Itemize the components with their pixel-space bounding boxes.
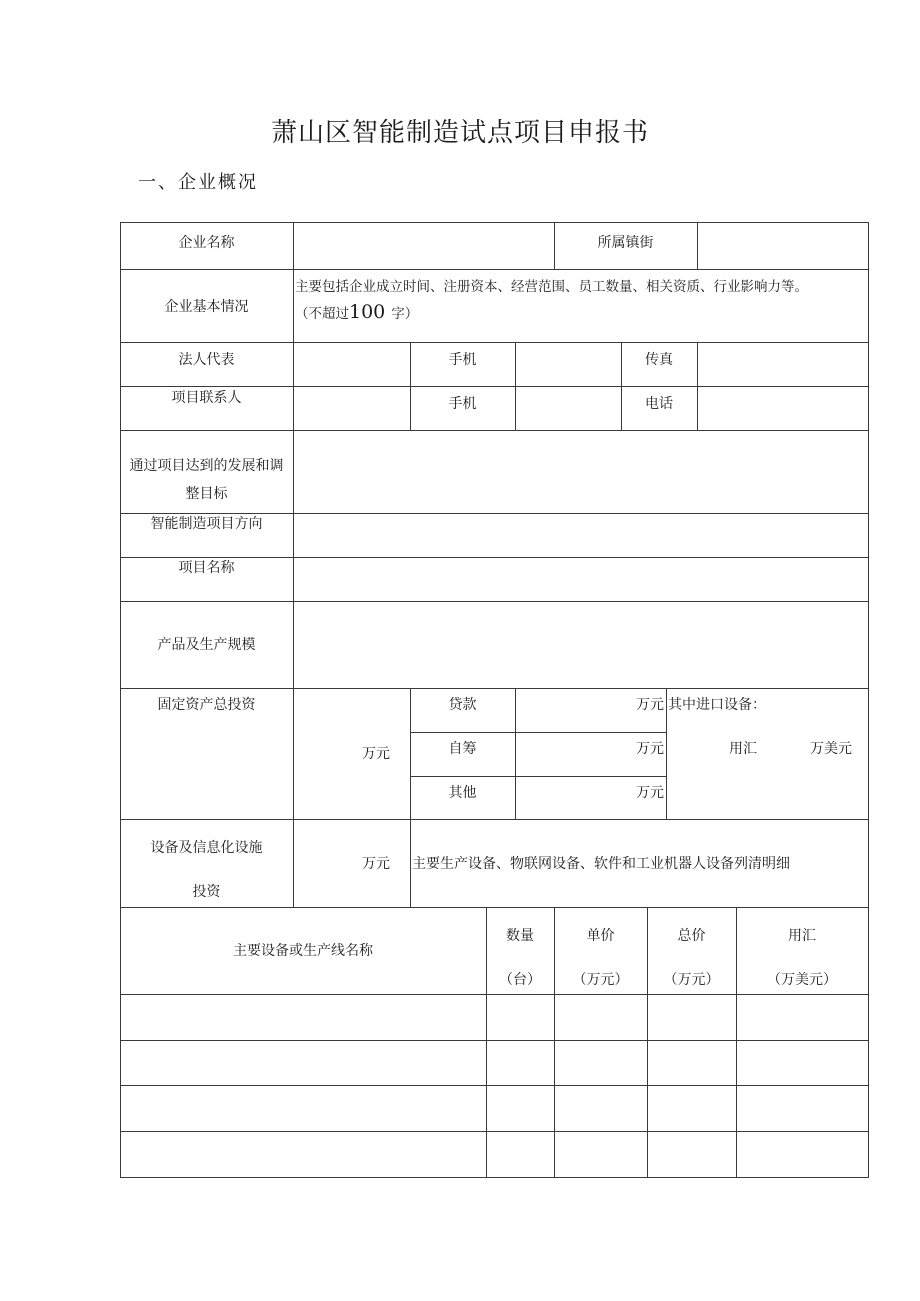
total-price-cell[interactable] [648,1086,736,1131]
forex-field[interactable] [760,735,808,757]
label-company-name: 企业名称 [178,235,235,251]
fixed-invest-unit: 万元 [362,746,390,762]
loan-unit: 万元 [636,697,664,713]
section-heading: 一、企业概况 [138,172,258,193]
goal-field[interactable] [294,431,868,513]
limit-prefix: （不超过 [295,306,349,322]
project-name-field[interactable] [294,558,868,601]
equipment-name-cell[interactable] [121,1086,486,1131]
label-loan: 贷款 [448,697,477,713]
table-border [666,688,667,819]
label-mobile: 手机 [448,352,477,368]
quantity-cell[interactable] [487,995,554,1040]
header-unit-price [554,914,647,1002]
label-basic-info: 企业基本情况 [164,299,249,315]
label-product-scale: 产品及生产规模 [157,637,256,653]
table-border [120,1177,869,1178]
quantity-cell[interactable] [487,1086,554,1131]
header-total-price-label: 总价 [677,928,706,944]
product-scale-field[interactable] [294,602,868,688]
quantity-cell[interactable] [487,1041,554,1085]
table-border [868,222,869,1178]
header-forex [736,914,868,1002]
limit-suffix: 字） [391,306,419,322]
label-self-raised: 自筹 [448,741,477,757]
header-unit-price-label: 单价 [586,928,615,944]
label-other: 其他 [448,785,477,801]
basic-info-limit [295,301,418,325]
table-row [120,995,868,1040]
town-field[interactable] [698,223,868,269]
page-title: 萧山区智能制造试点项目申报书 [270,118,649,148]
label-goal-line1: 通过项目达到的发展和调 [129,458,284,474]
company-name-field[interactable] [294,223,554,269]
equipment-name-cell[interactable] [121,1041,486,1085]
label-fax: 传真 [645,352,673,368]
table-row [120,1041,868,1085]
other-unit: 万元 [636,785,664,801]
basic-info-field[interactable] [294,270,868,342]
label-direction: 智能制造项目方向 [150,516,263,532]
forex-cell[interactable] [737,1041,868,1085]
label-goal [120,452,293,508]
header-quantity [486,914,554,1002]
unit-price-cell[interactable] [555,1041,647,1085]
limit-number: 100 [349,301,386,323]
label-fixed-invest: 固定资产总投资 [157,697,256,713]
forex-cell[interactable] [737,995,868,1040]
label-town: 所属镇街 [597,235,654,251]
forex-cell[interactable] [737,1132,868,1177]
total-price-cell[interactable] [648,1132,736,1177]
mobile-field[interactable] [516,343,621,386]
header-unit-price-unit: （万元） [572,972,629,988]
table-border [120,819,869,820]
label-contact: 项目联系人 [171,390,242,406]
direction-field[interactable] [294,514,868,557]
total-price-cell[interactable] [648,1041,736,1085]
header-equipment-name: 主要设备或生产线名称 [233,943,373,959]
total-price-cell[interactable] [648,995,736,1040]
header-quantity-label: 数量 [506,928,534,944]
forex-cell[interactable] [737,1086,868,1131]
label-project-name: 项目名称 [178,560,235,576]
unit-price-cell[interactable] [555,1132,647,1177]
label-equip-invest [120,826,293,914]
label-goal-line2: 整目标 [185,486,228,502]
basic-info-hint: 主要包括企业成立时间、注册资本、经营范围、员工数量、相关资质、行业影响力等。 [295,279,808,295]
contact-field[interactable] [294,387,410,430]
equip-invest-hint: 主要生产设备、物联网设备、软件和工业机器人设备列清明细 [412,856,790,872]
header-quantity-unit: （台） [499,972,541,988]
fax-field[interactable] [698,343,868,386]
label-usd: 万美元 [810,741,852,757]
equip-invest-unit: 万元 [362,856,390,872]
table-row [120,1086,868,1131]
header-forex-unit: （万美元） [767,972,837,988]
label-equip-invest-line1: 设备及信息化设施 [150,840,263,856]
legal-rep-field[interactable] [294,343,410,386]
table-row [120,1132,868,1177]
label-legal-rep: 法人代表 [178,352,235,368]
header-total-price-unit: （万元） [663,972,720,988]
header-forex-label: 用汇 [788,928,816,944]
label-equip-invest-line2: 投资 [192,884,221,900]
unit-price-cell[interactable] [555,1086,647,1131]
equipment-name-cell[interactable] [121,995,486,1040]
label-mobile-2: 手机 [448,396,477,412]
label-import-equipment: 其中进口设备： [668,697,766,713]
header-total-price [647,914,736,1002]
unit-price-cell[interactable] [555,995,647,1040]
table-border [120,688,869,689]
self-raised-unit: 万元 [636,741,664,757]
equipment-name-cell[interactable] [121,1132,486,1177]
label-phone: 电话 [645,396,673,412]
quantity-cell[interactable] [487,1132,554,1177]
label-forex: 用汇 [729,741,757,757]
phone-field[interactable] [698,387,868,430]
mobile-2-field[interactable] [516,387,621,430]
